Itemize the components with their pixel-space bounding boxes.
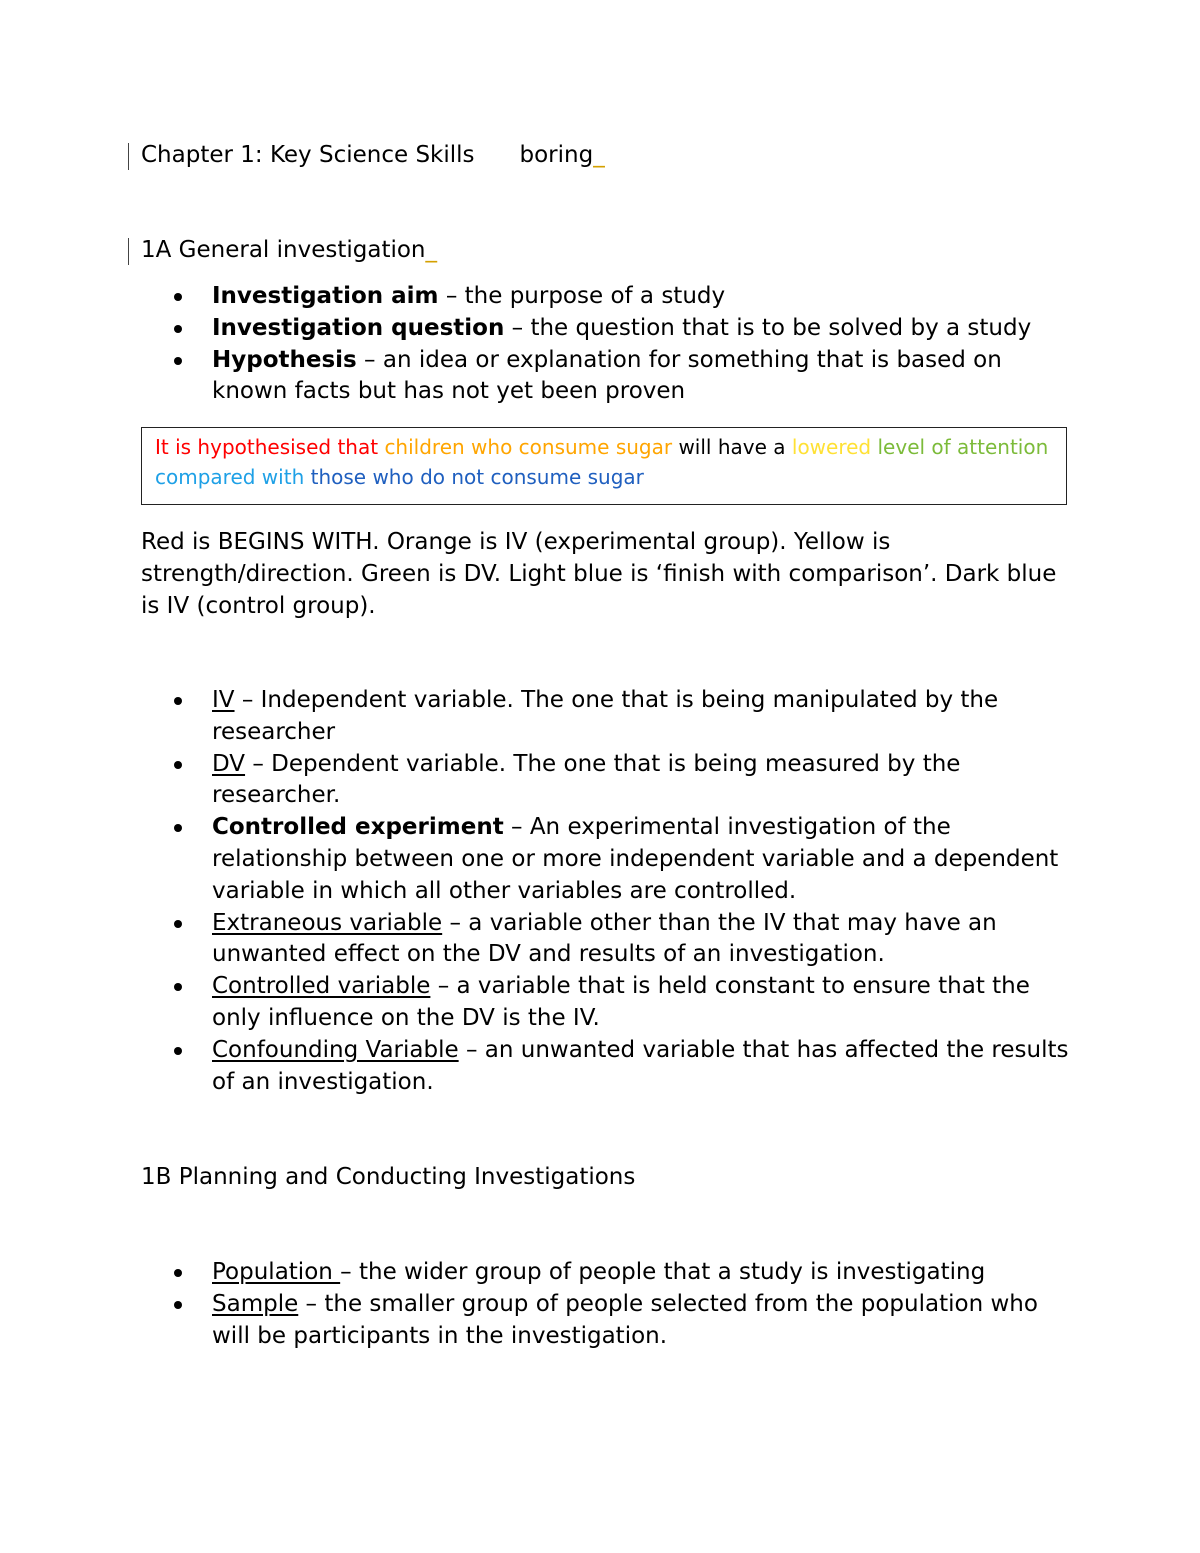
- definition: – the wider group of people that a study is investigating: [340, 1259, 986, 1285]
- definition: – a variable that is held constant to ensure that the only influence on the DV is the IV.: [212, 973, 1030, 1031]
- term: IV: [212, 687, 235, 713]
- definition: – a variable other than the IV that may have an unwanted effect on the DV and results of an investigation.: [212, 909, 997, 968]
- list-item: [212, 749, 1082, 813]
- section-1a-list: [212, 281, 1082, 408]
- hypothesis-segment-dv: level of attention: [871, 435, 1049, 459]
- term: Controlled variable: [212, 973, 431, 1000]
- term: Investigation aim: [212, 283, 439, 309]
- variables-list: [212, 685, 1082, 1098]
- list-item: [212, 812, 1082, 907]
- definition: – Dependent variable. The one that is being measured by the researcher.: [212, 750, 961, 809]
- section-1b-list: [212, 1257, 1082, 1352]
- list-item: [212, 345, 1082, 409]
- term: Hypothesis: [212, 346, 357, 373]
- term: Population: [212, 1259, 341, 1285]
- list-item: [212, 1035, 1082, 1099]
- list-item: [212, 685, 1082, 749]
- chapter-title-line: [141, 140, 605, 170]
- list-item: [212, 1257, 1082, 1289]
- section-1a-title: 1A General investigation: [141, 237, 426, 263]
- list-item: [212, 281, 1082, 313]
- section-1a-title-line: [141, 235, 437, 265]
- hypothesis-segment-begins: It is hypothesised that: [155, 435, 385, 459]
- text-cursor: _: [593, 142, 605, 168]
- definition: – the smaller group of people selected from the population who will be participants in the investigation.: [212, 1290, 1038, 1349]
- text-cursor: _: [425, 237, 438, 263]
- hypothesis-segment-plain: will have a: [672, 435, 792, 459]
- definition: – the purpose of a study: [438, 283, 726, 309]
- hypothesis-example-box: [141, 427, 1067, 505]
- hypothesis-segment-iv-control: those who do not consume sugar: [304, 465, 644, 489]
- margin-change-bar: [128, 238, 129, 265]
- term: DV: [212, 750, 246, 777]
- definition: – the question that is to be solved by a study: [504, 314, 1032, 341]
- definition: – an unwanted variable that has affected the results of an investigation.: [212, 1036, 1069, 1095]
- definition: – An experimental investigation of the relationship between one or more independent variable and a dependent variable in which all other variables are controlled.: [212, 814, 1059, 904]
- definition: – Independent variable. The one that is being manipulated by the researcher: [212, 687, 999, 745]
- hypothesis-segment-iv-experimental: children who consume sugar: [384, 435, 673, 459]
- chapter-title: Chapter 1: Key Science Skills: [141, 142, 475, 168]
- color-key-paragraph: Red is BEGINS WITH. Orange is IV (experimental group). Yellow is strength/direction. Green is DV. Light blue is ‘finish with comparison’. Dark blue is IV (control group).: [141, 529, 1057, 619]
- term: Extraneous variable: [212, 909, 443, 936]
- list-item: [212, 908, 1082, 972]
- term: Sample: [212, 1290, 299, 1317]
- list-item: [212, 1289, 1082, 1353]
- definition: – an idea or explanation for something that is based on known facts but has not yet been proven: [212, 346, 1002, 405]
- section-1b-title: 1B Planning and Conducting Investigations: [141, 1164, 636, 1190]
- chapter-note: boring: [519, 142, 594, 168]
- list-item: [212, 313, 1082, 345]
- hypothesis-segment-direction: lowered: [791, 435, 872, 459]
- term: Investigation question: [212, 314, 505, 341]
- term: Controlled experiment: [212, 814, 504, 841]
- list-item: [212, 971, 1082, 1035]
- term: Confounding Variable: [212, 1036, 459, 1063]
- margin-change-bar: [128, 143, 129, 170]
- hypothesis-segment-comparison: compared with: [155, 465, 305, 489]
